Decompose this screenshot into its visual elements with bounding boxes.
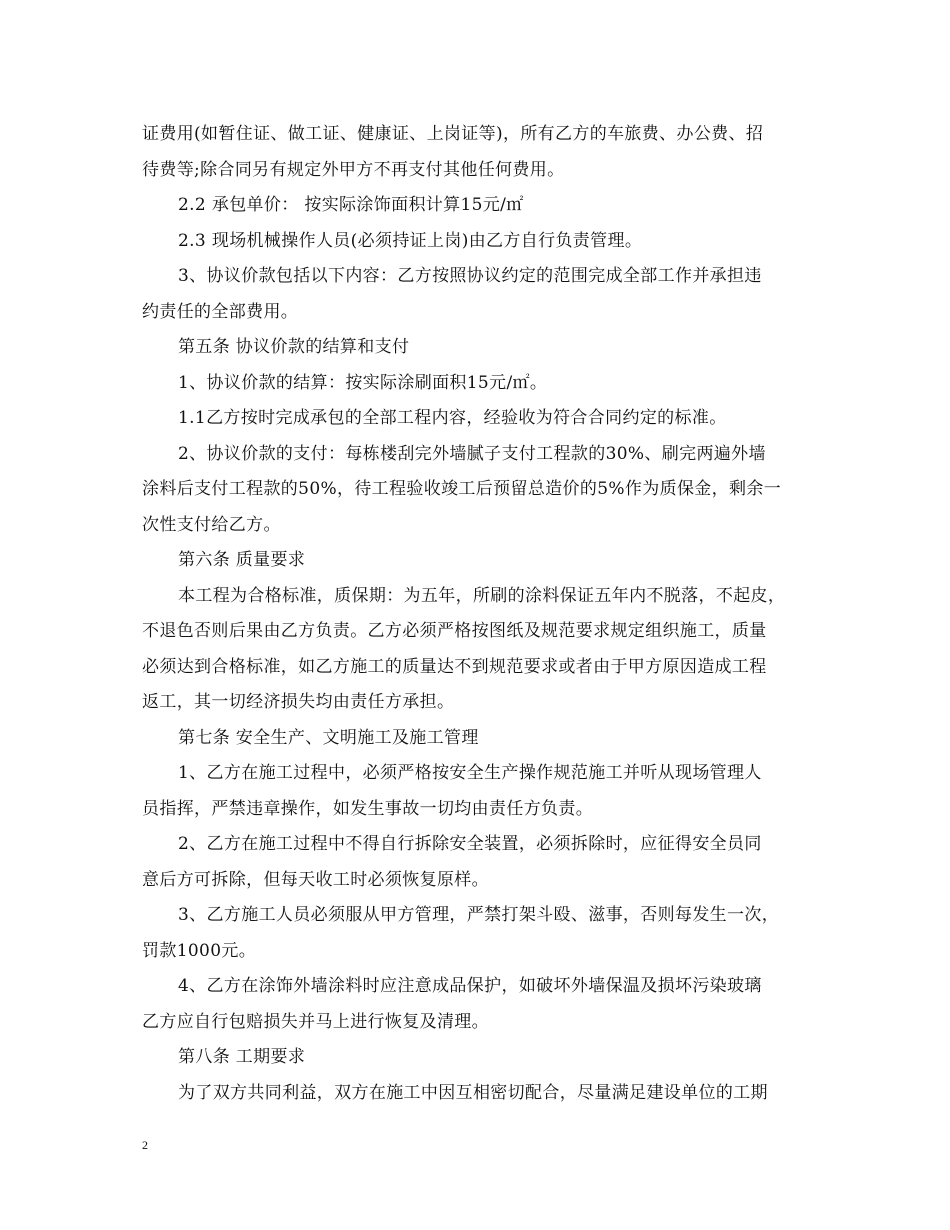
page-number: 2 bbox=[142, 1138, 148, 1152]
text-line: 3、协议价款包括以下内容：乙方按照协议约定的范围完成全部工作并承担违 bbox=[178, 266, 762, 286]
text-line: 2、协议价款的支付：每栋楼刮完外墙腻子支付工程款的30%、刷完两遍外墙 bbox=[178, 443, 766, 464]
text-line: 4、乙方在涂饰外墙涂料时应注意成品保护，如破坏外墙保温及损坏污染玻璃 bbox=[178, 976, 762, 996]
text-line: 意后方可拆除，但每天收工时必须恢复原样。 bbox=[142, 869, 489, 890]
document-body bbox=[142, 117, 818, 1111]
text-line: 2、乙方在施工过程中不得自行拆除安全装置，必须拆除时，应征得安全员同 bbox=[178, 834, 762, 854]
text-line: 2.2 承包单价： 按实际涂饰面积计算15元/㎡ bbox=[178, 195, 524, 215]
text-line: 罚款1000元。 bbox=[142, 940, 257, 961]
text-line: 涂料后支付工程款的50%，待工程验收竣工后预留总造价的5%作为质保金，剩余一 bbox=[142, 479, 782, 499]
text-line: 2.3 现场机械操作人员(必须持证上岗)由乙方自行负责管理。 bbox=[178, 230, 643, 251]
text-line: 返工，其一切经济损失均由责任方承担。 bbox=[142, 692, 455, 712]
section-heading: 第六条 质量要求 bbox=[178, 550, 306, 570]
text-line: 1、协议价款的结算：按实际涂刷面积15元/㎡。 bbox=[178, 372, 548, 393]
text-line: 1、乙方在施工过程中，必须严格按安全生产操作规范施工并听从现场管理人 bbox=[178, 763, 762, 783]
text-line: 3、乙方施工人员必须服从甲方管理，严禁打架斗殴、滋事，否则每发生一次， bbox=[178, 905, 780, 925]
text-line: 约责任的全部费用。 bbox=[142, 301, 299, 322]
text-line: 待费等;除合同另有规定外甲方不再支付其他任何费用。 bbox=[142, 159, 565, 180]
text-line: 证费用(如暂住证、做工证、健康证、上岗证等)，所有乙方的车旅费、办公费、招 bbox=[142, 124, 764, 144]
text-line: 本工程为合格标准，质保期：为五年，所刷的涂料保证五年内不脱落，不起皮， bbox=[178, 585, 786, 606]
text-line: 1.1乙方按时完成承包的全部工程内容，经验收为符合合同约定的标准。 bbox=[178, 408, 727, 428]
section-heading: 第五条 协议价款的结算和支付 bbox=[178, 337, 410, 357]
section-heading: 第七条 安全生产、文明施工及施工管理 bbox=[178, 727, 479, 748]
section-heading: 第八条 工期要求 bbox=[178, 1047, 306, 1067]
text-line: 次性支付给乙方。 bbox=[142, 514, 281, 535]
text-line: 员指挥，严禁违章操作，如发生事故一切均由责任方负责。 bbox=[142, 798, 594, 819]
text-line: 为了双方共同利益，双方在施工中因互相密切配合，尽量满足建设单位的工期 bbox=[178, 1082, 768, 1103]
text-line: 必须达到合格标准，如乙方施工的质量达不到规范要求或者由于甲方原因造成工程 bbox=[142, 656, 767, 677]
text-line: 乙方应自行包赔损失并马上进行恢复及清理。 bbox=[142, 1011, 489, 1032]
text-line: 不退色否则后果由乙方负责。乙方必须严格按图纸及规范要求规定组织施工，质量 bbox=[142, 621, 767, 641]
